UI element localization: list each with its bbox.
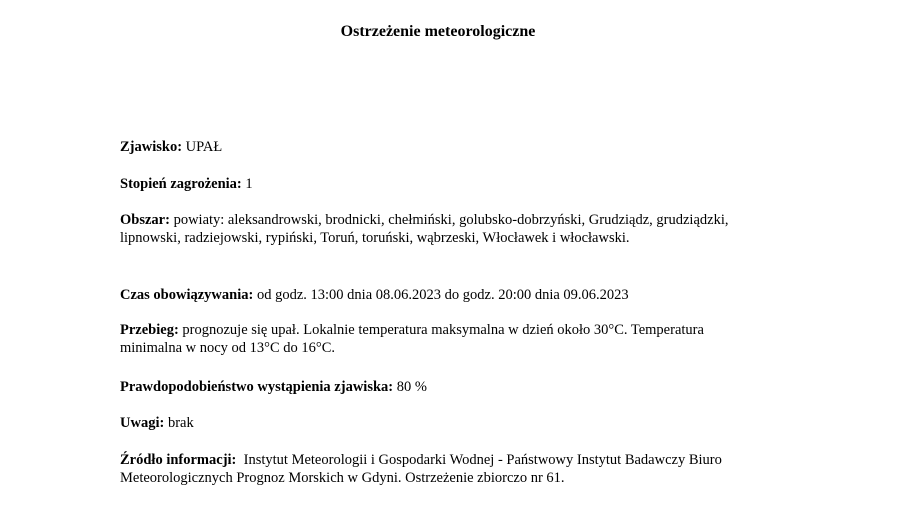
field-stopien-zagrozenia bbox=[120, 175, 760, 193]
field-stopien-zagrozenia-value: 1 bbox=[241, 176, 253, 192]
field-zjawisko-value: UPAŁ bbox=[182, 139, 223, 155]
field-czas-obowiazywania bbox=[120, 286, 760, 304]
field-obszar bbox=[120, 211, 740, 247]
field-obszar-label: Obszar: bbox=[120, 212, 170, 228]
field-stopien-zagrozenia-label: Stopień zagrożenia: bbox=[120, 176, 242, 192]
field-uwagi bbox=[120, 414, 760, 432]
field-obszar-value: powiaty: aleksandrowski, brodnicki, chełmiński, golubsko-dobrzyński, Grudziądz, grudziądzki, lipnowski, radziejowski, rypiński, Toruń, toruński, wąbrzeski, Włocławek i włocławski. bbox=[120, 212, 729, 246]
field-zjawisko-label: Zjawisko: bbox=[120, 139, 183, 155]
field-zrodlo-informacji-label: Źródło informacji: bbox=[120, 452, 237, 468]
field-zrodlo-informacji bbox=[120, 451, 760, 487]
field-zrodlo-informacji-value: Instytut Meteorologii i Gospodarki Wodnej - Państwowy Instytut Badawczy Biuro Meteorologicznych Prognoz Morskich w Gdyni. Ostrzeżenie zbiorczo nr 61. bbox=[120, 452, 726, 486]
field-uwagi-label: Uwagi: bbox=[120, 415, 165, 431]
field-prawdopodobienstwo-label: Prawdopodobieństwo wystąpienia zjawiska: bbox=[120, 379, 394, 395]
field-czas-obowiazywania-label: Czas obowiązywania: bbox=[120, 287, 254, 303]
field-przebieg-label: Przebieg: bbox=[120, 322, 179, 338]
field-czas-obowiazywania-value: od godz. 13:00 dnia 08.06.2023 do godz. 20:00 dnia 09.06.2023 bbox=[253, 287, 629, 303]
field-przebieg bbox=[120, 321, 720, 357]
field-przebieg-value: prognozuje się upał. Lokalnie temperatura maksymalna w dzień około 30°C. Temperatura minimalna w nocy od 13°C do 16°C. bbox=[120, 322, 704, 356]
field-zjawisko bbox=[120, 138, 760, 156]
field-prawdopodobienstwo-value: 80 % bbox=[393, 379, 427, 395]
field-uwagi-value: brak bbox=[164, 415, 194, 431]
document-title: Ostrzeżenie meteorologiczne bbox=[340, 23, 536, 40]
field-prawdopodobienstwo bbox=[120, 378, 760, 396]
